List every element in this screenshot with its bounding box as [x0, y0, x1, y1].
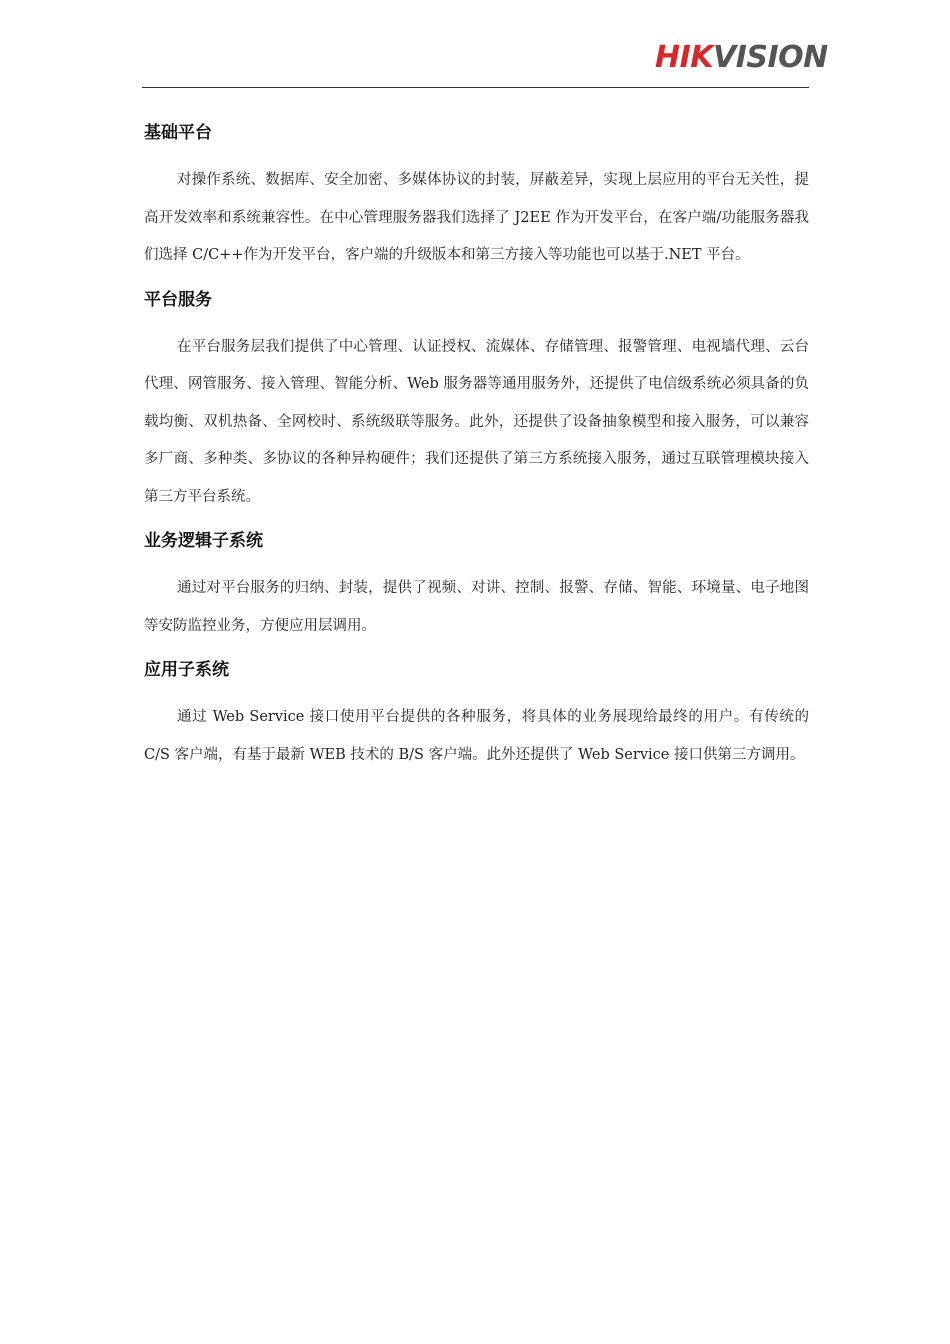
section-heading: 应用子系统	[144, 660, 229, 680]
section-heading: 平台服务	[144, 289, 212, 310]
section-application-subsystem	[144, 653, 809, 774]
logo-vision-text: VISION	[713, 40, 828, 75]
header-divider	[142, 87, 809, 88]
section-heading: 基础平台	[144, 123, 212, 143]
logo-hik-text: HIK	[655, 40, 714, 75]
document-body	[144, 116, 809, 782]
section-basic-platform	[144, 116, 809, 275]
section-paragraph: 通过对平台服务的归纳、封装，提供了视频、对讲、控制、报警、存储、智能、环境量、电子地图等安防监控业务，方便应用层调用。	[144, 580, 809, 634]
section-paragraph: 在平台服务层我们提供了中心管理、认证授权、流媒体、存储管理、报警管理、电视墙代理、云台代理、网管服务、接入管理、智能分析、Web 服务器等通用服务外，还提供了电信级系统必须具备的负载均衡、双机热备、全网校时、系统级联等服务。此外，还提供了设备抽象模型和接入服务，可以兼容多厂商、多种类、多协议的各种异构硬件；我们还提供了第三方系统接入服务，通过互联管理模块接入第三方平台系统。	[144, 338, 809, 505]
hikvision-logo	[655, 40, 860, 76]
section-platform-services	[144, 283, 809, 517]
section-paragraph: 通过 Web Service 接口使用平台提供的各种服务，将具体的业务展现给最终的用户。有传统的 C/S 客户端，有基于最新 WEB 技术的 B/S 客户端。此外还提供了 Web Service 接口供第三方调用。	[144, 709, 809, 763]
section-paragraph: 对操作系统、数据库、安全加密、多媒体协议的封装，屏蔽差异，实现上层应用的平台无关性，提高开发效率和系统兼容性。在中心管理服务器我们选择了 J2EE 作为开发平台，在客户端/功能服务器我们选择 C/C++作为开发平台，客户端的升级版本和第三方接入等功能也可以基于.NET 平台。	[144, 172, 809, 263]
section-business-logic-subsystem	[144, 524, 809, 645]
section-heading: 业务逻辑子系统	[144, 531, 263, 551]
